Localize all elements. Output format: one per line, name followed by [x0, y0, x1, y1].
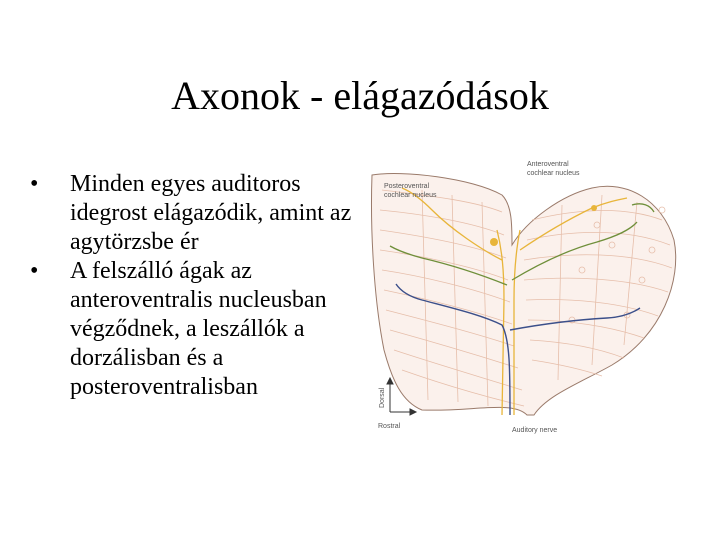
slide-title: Axonok - elágazódások — [171, 73, 549, 118]
bullet-item — [30, 257, 365, 402]
bullet-dot-icon: • — [30, 171, 39, 197]
cochlear-nucleus-figure — [362, 150, 684, 442]
bullet-text: A felszálló ágak az anteroventralis nucleusban végződnek, a leszállók a dorzálisban és a posteroventralisban — [70, 258, 327, 400]
bullet-dot-icon: • — [30, 258, 39, 284]
bullet-item — [30, 170, 365, 257]
label-posteroventral-line2: cochlear nucleus — [384, 192, 437, 199]
label-posteroventral-line1: Posteroventral — [384, 183, 430, 190]
label-rostral: Rostral — [378, 423, 401, 430]
label-anteroventral-line2: cochlear nucleus — [527, 170, 580, 177]
label-anteroventral-line1: Anteroventral — [527, 161, 569, 168]
yellow-terminal — [591, 205, 597, 211]
yellow-terminal — [490, 238, 498, 246]
nucleus-outline — [372, 174, 676, 415]
bullet-list — [30, 170, 365, 402]
bullet-text: Minden egyes auditoros idegrost elágazódik, amint az agytörzsbe ér — [70, 171, 352, 255]
label-auditory-nerve: Auditory nerve — [512, 427, 558, 434]
cochlear-nucleus-illustration — [362, 150, 684, 442]
label-dorsal: Dorsal — [379, 387, 386, 408]
